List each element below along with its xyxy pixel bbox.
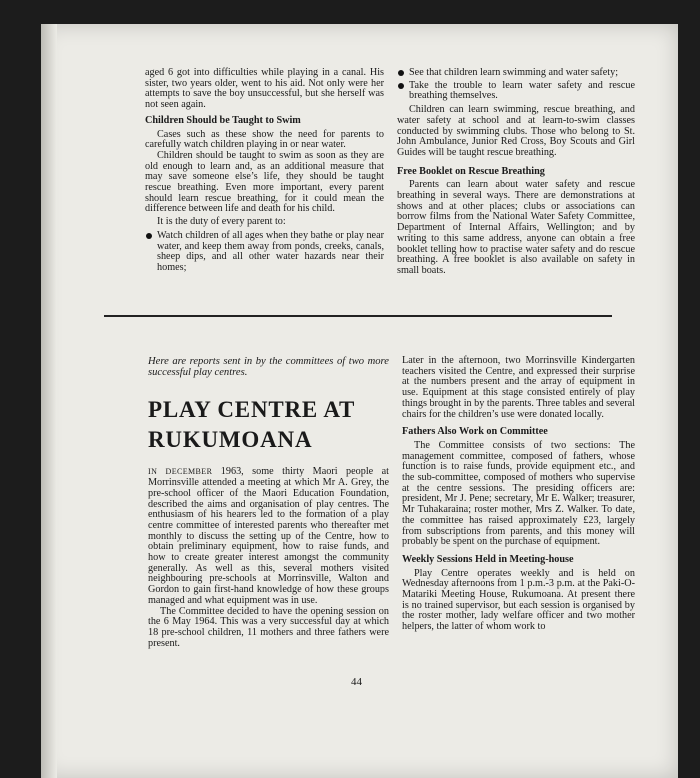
paragraph-kindergarten-visit: Later in the afternoon, two Morrinsville Kindergarten teachers visited the Centre, and expressed their surprise at the numbers present and the array of equipment in use. Equipment at this stage consisted entirely of play things brought in by the parents. Three tables and several chairs for the children’s use were donated locally. xyxy=(402,355,635,420)
page-binding-shadow xyxy=(41,24,57,778)
bullet-icon xyxy=(398,70,404,76)
paragraph-taught-to-swim: Children should be taught to swim as soon as they are old enough to learn and, as an additional measure that may save someone else’s life, they should be taught rescue breathing. Even more important, every parent should learn rescue breathing, for it could mean the difference between life and death for his child. xyxy=(145,149,384,215)
paragraph-children-can-learn: Children can learn swimming, rescue breathing, and water safety at school and at learn-to-swim classes conducted by swimming clubs. Those who belong to St. John Ambulance, Junior Red Cross, Boy Scouts and Girl Guides will be taught rescue breathing. xyxy=(397,104,635,158)
heading-taught-to-swim: Children Should be Taught to Swim xyxy=(145,114,301,126)
list-item-text: Take the trouble to learn water safety and rescue breathing themselves. xyxy=(409,79,635,102)
list-item-text: Watch children of all ages when they bathe or play near water, and keep them away from ponds, creeks, canals, sheep dips, and all other water hazards near their homes; xyxy=(157,229,384,273)
list-item-text: See that children learn swimming and water safety; xyxy=(409,67,619,78)
bottom-right-column xyxy=(402,356,635,633)
top-left-column xyxy=(145,68,384,276)
paragraph-text: 1963, some thirty Maori people at Morrinsville attended a meeting at which Mr A. Grey, the pre-school officer of the Maori Education Foundation, described the aims and organisation of play centres. The enthusiasm of his hearers led to the formation of a play centre committee of interested parents who thereafter met monthly to discuss the setting up of the Centre, how to obtain preliminary equipment, how to raise funds, and how to create greater interest amongst the community generally. As well as this, several mothers visited neighbouring pre-schools at Morrinsville, Walton and Gordon to gain first-hand knowledge of how these groups managed and what equipment was in use. xyxy=(148,466,390,606)
duty-list xyxy=(145,231,384,274)
paragraph-canal-story: aged 6 got into difficulties while playing in a canal. His sister, two years older, went to his aid. Not only were her attempts to save the boy unsuccessful, but she herself was not seen again. xyxy=(145,67,384,111)
paragraph-need-for-parents: Cases such as these show the need for parents to carefully watch children playing in or near water. xyxy=(145,128,384,151)
list-item xyxy=(145,231,384,274)
paragraph-opening-session: The Committee decided to have the opening session on the 6 May 1964. This was a very successful day at which 18 pre-school children, 11 mothers and three fathers were present. xyxy=(148,605,389,649)
heading-weekly-sessions: Weekly Sessions Held in Meeting-house xyxy=(402,553,574,565)
duty-list-continued xyxy=(397,68,635,102)
lead-in-smallcaps: IN DECEMBER xyxy=(148,467,213,477)
bottom-left-column xyxy=(148,356,389,649)
paragraph-committee-sections: The Committee consists of two sections: The management committee, composed of fathers, whose function is to raise funds, provide equipment etc., and the sub-committee, composed of mothers who supervise at the centre sessions. The presiding officers are: president, Mr J. Pene; secretary, Mr E. Walker; treasurer, Mr Tuhakaraina; roster mother, Mrs Z. Walker. To date, the committee has raised approximately £23, largely from subscriptions from parents, and this money will probably be spent on the purchase of equipment. xyxy=(402,439,635,548)
article-headline: PLAY CENTRE AT RUKUMOANA xyxy=(148,397,355,453)
paragraph-december-meeting xyxy=(148,467,389,606)
heading-fathers-committee: Fathers Also Work on Committee xyxy=(402,426,548,438)
intro-italic: Here are reports sent in by the committees of two more successful play centres. xyxy=(148,356,389,379)
bullet-icon xyxy=(146,233,152,239)
paragraph-play-centre-operates: Play Centre operates weekly and is held on Wednesday afternoons from 1 p.m.-3 p.m. at the Paki-O-Matariki Meeting House, Rukumoana. At present there is no trained supervisor, but each session is organised by the roster mother, lady welfare officer and two mother helpers, the latter of whom work to xyxy=(402,567,635,633)
paragraph-parents-can-learn: Parents can learn about water safety and rescue breathing in several ways. There are demonstrations at shows and at other places; clubs or associations can borrow films from the National Water Safety Committee, Department of Internal Affairs, Wellington; and by writing to this same address, anyone can obtain a free booklet telling how to practise water safety and do rescue breathing. A free booklet is also available on safety in small boats. xyxy=(397,179,635,276)
bullet-icon xyxy=(398,83,404,89)
page-number: 44 xyxy=(351,676,362,688)
paragraph-duty: It is the duty of every parent to: xyxy=(157,216,286,228)
list-item xyxy=(397,81,635,102)
heading-free-booklet: Free Booklet on Rescue Breathing xyxy=(397,165,545,177)
list-item xyxy=(397,68,635,79)
section-divider xyxy=(104,315,612,317)
top-right-column xyxy=(397,68,635,277)
